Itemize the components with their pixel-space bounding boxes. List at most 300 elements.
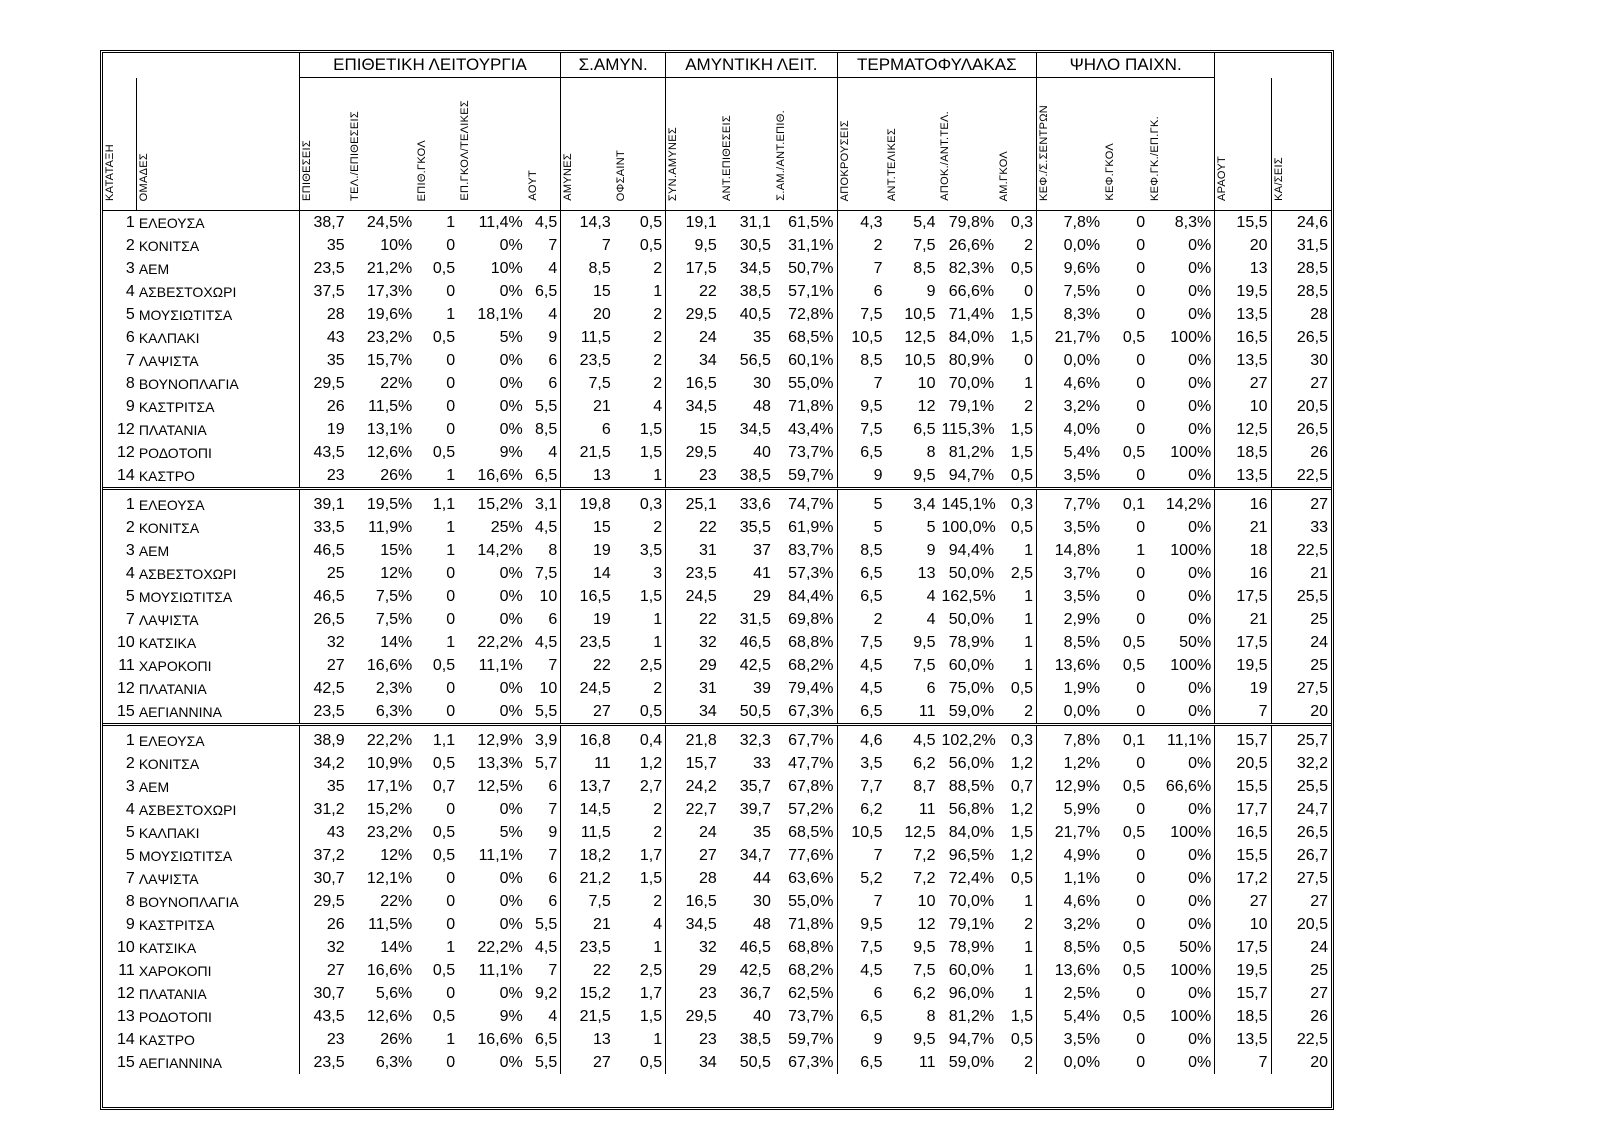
stat-cell: 0 xyxy=(1024,282,1034,300)
stat-cell: 33,6 xyxy=(739,495,771,513)
team-name-cell: ΚΑΣΤΡΟ xyxy=(138,1031,195,1048)
table-row xyxy=(103,326,1331,349)
table-row xyxy=(103,464,1331,489)
stat-cell: 3,9 xyxy=(535,731,558,749)
stat-cell: 1 xyxy=(446,938,456,956)
stat-cell: 19 xyxy=(1215,677,1271,700)
stat-cell: 28,5 xyxy=(1271,257,1331,280)
stat-cell: 6,5 xyxy=(535,1030,558,1048)
stat-cell: 3,5 xyxy=(837,752,885,775)
table-row xyxy=(103,372,1331,395)
stat-cell: 13 xyxy=(561,1028,614,1051)
stat-cell: 1,1 xyxy=(432,731,456,749)
rank-cell: 4 xyxy=(125,564,135,582)
stat-cell: 12,5 xyxy=(1215,418,1271,441)
column-header-label: ΟΦΣΑΙΝΤ xyxy=(614,149,627,201)
group-header-row xyxy=(103,53,1331,78)
stat-cell: 14,2% xyxy=(1165,495,1212,513)
stat-cell: 6 xyxy=(548,374,558,392)
column-header xyxy=(614,78,666,211)
stat-cell: 3,1 xyxy=(535,495,558,513)
stat-cell: 0,0% xyxy=(1037,349,1104,372)
stat-cell: 0% xyxy=(1188,800,1212,818)
stat-cell: 10 xyxy=(917,892,936,910)
stat-cell: 13,5 xyxy=(1215,349,1271,372)
stat-cell: 5,5 xyxy=(535,915,558,933)
rank-cell: 1 xyxy=(125,213,135,231)
stat-cell: 20,5 xyxy=(1271,913,1331,936)
stat-cell: 18,2 xyxy=(561,844,614,867)
rank-cell: 3 xyxy=(125,259,135,277)
stat-cell: 24,5 xyxy=(561,677,614,700)
rank-cell: 1 xyxy=(125,731,135,749)
stat-cell: 7,7% xyxy=(1037,489,1104,517)
stat-cell: 27 xyxy=(1271,982,1331,1005)
stat-cell: 15,5 xyxy=(1215,844,1271,867)
stat-cell: 2,5% xyxy=(1037,982,1104,1005)
stat-cell: 7 xyxy=(837,372,885,395)
stat-cell: 1 xyxy=(1024,984,1034,1002)
stat-cell: 3,7% xyxy=(1037,562,1104,585)
team-name-cell: ΠΛΑΤΑΝΙΑ xyxy=(138,680,207,697)
column-header xyxy=(458,78,526,211)
stat-cell: 13,7 xyxy=(561,775,614,798)
stat-cell: 17,5 xyxy=(1215,631,1271,654)
stat-cell: 1 xyxy=(1024,938,1034,956)
table-row xyxy=(103,867,1331,890)
team-name-cell: ΚΑΣΤΡΙΤΣΑ xyxy=(138,916,215,933)
stat-cell: 0% xyxy=(499,702,523,720)
table-row xyxy=(103,700,1331,725)
stat-cell: 47,7% xyxy=(788,754,834,772)
stat-cell: 74,7% xyxy=(788,495,834,513)
stat-cell: 25,5 xyxy=(1271,585,1331,608)
stat-cell: 0 xyxy=(1136,236,1146,254)
stat-cell: 2 xyxy=(1024,236,1034,254)
stat-cell: 34 xyxy=(666,700,720,725)
stat-cell: 61,5% xyxy=(788,213,834,231)
stat-cell: 23 xyxy=(299,464,347,489)
stat-cell: 4,5 xyxy=(535,633,558,651)
rank-cell: 7 xyxy=(125,610,135,628)
stat-cell: 7,5 xyxy=(837,936,885,959)
stat-cell: 1,5 xyxy=(639,587,663,605)
stat-cell: 34 xyxy=(666,1051,720,1074)
stat-cell: 7,5 xyxy=(913,236,936,254)
stat-cell: 1 xyxy=(1024,587,1034,605)
stat-cell: 30 xyxy=(1271,349,1331,372)
column-header xyxy=(720,78,774,211)
stat-cell: 48 xyxy=(753,915,771,933)
stat-cell: 25 xyxy=(299,562,347,585)
stat-cell: 10,5 xyxy=(904,305,936,323)
stat-cell: 15 xyxy=(666,418,720,441)
stat-cell: 32 xyxy=(666,936,720,959)
column-header xyxy=(837,78,885,211)
team-name-cell: ΚΑΣΤΡΙΤΣΑ xyxy=(138,398,215,415)
stat-cell: 42,5 xyxy=(739,656,771,674)
stat-cell: 1,5 xyxy=(1010,305,1034,323)
stat-cell: 5,6% xyxy=(375,984,413,1002)
stat-cell: 4,5 xyxy=(535,518,558,536)
stat-cell: 0% xyxy=(1188,305,1212,323)
stat-cell: 15,5 xyxy=(1215,211,1271,235)
stat-cell: 40,5 xyxy=(739,305,771,323)
stat-cell: 23 xyxy=(666,1028,720,1051)
stat-cell: 0,3 xyxy=(639,495,663,513)
stat-cell: 31 xyxy=(666,677,720,700)
stat-cell: 1,1% xyxy=(1037,867,1104,890)
stat-cell: 6 xyxy=(837,280,885,303)
stat-cell: 23 xyxy=(299,1028,347,1051)
stat-cell: 78,9% xyxy=(948,938,995,956)
rank-cell: 8 xyxy=(125,374,135,392)
stat-cell: 3,2% xyxy=(1037,913,1104,936)
stat-cell: 31,2 xyxy=(299,798,347,821)
stat-cell: 21,7% xyxy=(1037,326,1104,349)
stat-cell: 1 xyxy=(446,633,456,651)
stat-cell: 30,5 xyxy=(739,236,771,254)
stat-cell: 26,5 xyxy=(1271,418,1331,441)
stat-cell: 0,3 xyxy=(1010,213,1034,231)
stat-cell: 1 xyxy=(1024,892,1034,910)
rank-cell: 4 xyxy=(125,282,135,300)
team-name-cell: ΑΕΜ xyxy=(138,260,170,277)
stat-cell: 34,5 xyxy=(739,420,771,438)
stat-cell: 0% xyxy=(1188,466,1212,484)
team-name-cell: ΚΑΤΣΙΚΑ xyxy=(138,939,197,956)
stat-cell: 34,2 xyxy=(299,752,347,775)
stat-cell: 16,5 xyxy=(666,372,720,395)
stat-cell: 0,5 xyxy=(432,328,456,346)
rank-cell: 3 xyxy=(125,541,135,559)
stat-cell: 27 xyxy=(299,959,347,982)
stat-cell: 7,8% xyxy=(1037,211,1104,235)
group-header: Σ.ΑΜΥΝ. xyxy=(561,53,666,78)
stat-cell: 0 xyxy=(1136,869,1146,887)
stat-cell: 84,0% xyxy=(948,328,995,346)
stat-cell: 10,5 xyxy=(837,821,885,844)
stat-cell: 2 xyxy=(653,518,663,536)
stat-cell: 8,5% xyxy=(1037,631,1104,654)
stat-cell: 38,9 xyxy=(299,725,347,753)
stat-cell: 46,5 xyxy=(299,585,347,608)
stat-cell: 22,7 xyxy=(666,798,720,821)
group-header: ΨΗΛΟ ΠΑΙΧΝ. xyxy=(1037,53,1215,78)
stat-cell: 17,1% xyxy=(366,777,413,795)
stat-cell: 2 xyxy=(1024,915,1034,933)
stat-cell: 2 xyxy=(653,305,663,323)
stat-cell: 8,5% xyxy=(1037,936,1104,959)
stat-cell: 0,5 xyxy=(1122,328,1146,346)
rank-cell: 5 xyxy=(125,823,135,841)
stat-cell: 21 xyxy=(1271,562,1331,585)
stat-cell: 10 xyxy=(539,679,558,697)
stat-cell: 12,6% xyxy=(366,443,413,461)
group-header-blank xyxy=(1215,53,1331,78)
stat-cell: 5% xyxy=(499,328,523,346)
stat-cell: 79,8% xyxy=(948,213,995,231)
stat-cell: 0 xyxy=(446,420,456,438)
stat-cell: 7 xyxy=(561,234,614,257)
stat-cell: 0% xyxy=(499,397,523,415)
stat-cell: 5 xyxy=(837,489,885,517)
stat-cell: 96,5% xyxy=(948,846,995,864)
stat-cell: 0,5 xyxy=(432,656,456,674)
stat-cell: 5,2 xyxy=(837,867,885,890)
stat-cell: 26% xyxy=(380,1030,413,1048)
stat-cell: 22,5 xyxy=(1271,1028,1331,1051)
stat-cell: 22 xyxy=(561,654,614,677)
stat-cell: 7 xyxy=(548,846,558,864)
stat-cell: 0 xyxy=(1136,518,1146,536)
stat-cell: 9,5 xyxy=(913,466,936,484)
table-row xyxy=(103,234,1331,257)
rank-cell: 8 xyxy=(125,892,135,910)
stat-cell: 62,5% xyxy=(788,984,834,1002)
stat-cell: 9% xyxy=(499,1007,523,1025)
stat-cell: 11,5% xyxy=(368,397,413,415)
stat-cell: 22 xyxy=(666,516,720,539)
stat-cell: 22,2% xyxy=(366,731,413,749)
stat-cell: 19,5 xyxy=(1215,654,1271,677)
column-header-label: ΟΜΑΔΕΣ xyxy=(138,152,151,201)
stat-cell: 8,5 xyxy=(837,349,885,372)
stat-cell: 4,6 xyxy=(837,725,885,753)
stat-cell: 27,5 xyxy=(1271,867,1331,890)
stat-cell: 15,5 xyxy=(1215,775,1271,798)
stat-cell: 6,5 xyxy=(913,420,936,438)
stat-cell: 100,0% xyxy=(941,518,996,536)
stat-cell: 1 xyxy=(1024,610,1034,628)
stat-cell: 15,7% xyxy=(366,351,413,369)
stat-cell: 6,5 xyxy=(837,562,885,585)
stat-cell: 0,5 xyxy=(432,259,456,277)
stat-cell: 26% xyxy=(380,466,413,484)
stat-cell: 84,4% xyxy=(788,587,834,605)
stat-cell: 25,7 xyxy=(1271,725,1331,753)
rank-cell: 5 xyxy=(125,587,135,605)
stat-cell: 0% xyxy=(499,1053,523,1071)
stat-cell: 70,0% xyxy=(948,892,995,910)
stat-cell: 0 xyxy=(446,1053,456,1071)
stat-cell: 19 xyxy=(561,608,614,631)
stat-cell: 6,2 xyxy=(837,798,885,821)
stat-cell: 1,7 xyxy=(639,984,663,1002)
stat-cell: 1,5 xyxy=(639,420,663,438)
table-row xyxy=(103,608,1331,631)
stat-cell: 22,5 xyxy=(1271,464,1331,489)
team-name-cell: ΚΑΤΣΙΚΑ xyxy=(138,634,197,651)
stat-cell: 20,5 xyxy=(1271,395,1331,418)
stat-cell: 68,8% xyxy=(788,633,834,651)
stat-cell: 38,5 xyxy=(739,282,771,300)
rank-cell: 6 xyxy=(125,328,135,346)
stat-cell: 0 xyxy=(1136,679,1146,697)
table-row xyxy=(103,798,1331,821)
stat-cell: 11,1% xyxy=(478,961,523,979)
stat-cell: 0 xyxy=(1136,564,1146,582)
stat-cell: 5,9% xyxy=(1037,798,1104,821)
stat-cell: 0% xyxy=(499,236,523,254)
stat-cell: 60,0% xyxy=(948,961,995,979)
stat-cell: 4,6% xyxy=(1037,890,1104,913)
team-name-cell: ΠΛΑΤΑΝΙΑ xyxy=(138,421,207,438)
stat-cell: 15,7 xyxy=(1215,982,1271,1005)
stat-cell: 38,5 xyxy=(739,1030,771,1048)
stat-cell: 0 xyxy=(446,236,456,254)
stat-cell: 2 xyxy=(1024,1053,1034,1071)
stat-cell: 19 xyxy=(561,539,614,562)
stat-cell: 9 xyxy=(837,464,885,489)
team-name-cell: ΚΟΝΙΤΣΑ xyxy=(138,237,200,254)
stat-cell: 162,5% xyxy=(941,587,996,605)
stat-cell: 67,8% xyxy=(788,777,834,795)
stat-cell: 7,5 xyxy=(535,564,558,582)
stat-cell: 17,2 xyxy=(1215,867,1271,890)
stat-cell: 0,1 xyxy=(1122,495,1146,513)
rank-cell: 10 xyxy=(117,938,135,956)
column-header-label: ΑΠΟΚΡΟΥΣΕΙΣ xyxy=(838,119,851,201)
stat-cell: 10 xyxy=(917,374,936,392)
stat-cell: 24,5 xyxy=(666,585,720,608)
stat-cell: 0% xyxy=(1188,420,1212,438)
stat-cell: 0 xyxy=(446,702,456,720)
stat-cell: 35 xyxy=(299,349,347,372)
stat-cell: 33 xyxy=(1271,516,1331,539)
stat-cell: 6,5 xyxy=(837,700,885,725)
stat-cell: 1 xyxy=(653,938,663,956)
stat-cell: 68,2% xyxy=(788,961,834,979)
stat-cell: 1,5 xyxy=(1010,1007,1034,1025)
stat-cell: 32 xyxy=(299,936,347,959)
column-header-label: ΑΝΤ.ΤΕΛΙΚΕΣ xyxy=(886,127,899,201)
column-header xyxy=(997,78,1036,211)
stat-cell: 6,5 xyxy=(837,585,885,608)
group-header: ΑΜΥΝΤΙΚΗ ΛΕΙΤ. xyxy=(666,53,837,78)
team-name-cell: ΕΛΕΟΥΣΑ xyxy=(138,214,205,231)
stat-cell: 27 xyxy=(1215,890,1271,913)
stat-cell: 6,5 xyxy=(837,441,885,464)
stat-cell: 0 xyxy=(1136,466,1146,484)
stat-cell: 0% xyxy=(499,800,523,818)
stat-cell: 6 xyxy=(548,610,558,628)
stat-cell: 4,0% xyxy=(1037,418,1104,441)
stat-cell: 81,2% xyxy=(948,443,995,461)
stat-cell: 30,7 xyxy=(299,982,347,1005)
stat-cell: 0 xyxy=(1136,702,1146,720)
rank-cell: 11 xyxy=(118,961,135,979)
stat-cell: 0% xyxy=(1188,679,1212,697)
column-header-label: ΤΕΛ./ΕΠΙΘΕΣΕΙΣ xyxy=(348,111,361,201)
stat-cell: 20 xyxy=(1215,234,1271,257)
stat-cell: 39 xyxy=(753,679,771,697)
stat-cell: 9,5 xyxy=(837,395,885,418)
stat-cell: 7,5 xyxy=(561,890,614,913)
team-name-cell: ΑΣΒΕΣΤΟΧΩΡΙ xyxy=(138,283,237,300)
stat-cell: 28,5 xyxy=(1271,280,1331,303)
stat-cell: 40 xyxy=(753,1007,771,1025)
stat-cell: 50% xyxy=(1179,633,1212,651)
stat-cell: 2 xyxy=(653,351,663,369)
stat-cell: 15% xyxy=(380,541,413,559)
column-header xyxy=(1103,78,1148,211)
stat-cell: 7 xyxy=(548,800,558,818)
stat-cell: 0,0% xyxy=(1037,700,1104,725)
stat-cell: 0% xyxy=(499,282,523,300)
stat-cell: 4,5 xyxy=(837,654,885,677)
stat-cell: 1,5 xyxy=(1010,443,1034,461)
rank-cell: 13 xyxy=(117,1007,135,1025)
stat-cell: 2 xyxy=(653,823,663,841)
stat-cell: 0,5 xyxy=(1010,869,1034,887)
stat-cell: 1,5 xyxy=(639,869,663,887)
stat-cell: 71,8% xyxy=(788,397,834,415)
stat-cell: 3,5% xyxy=(1037,585,1104,608)
table-row xyxy=(103,1051,1331,1074)
stat-cell: 1 xyxy=(446,518,456,536)
stat-cell: 39,1 xyxy=(299,489,347,517)
stat-cell: 29,5 xyxy=(299,372,347,395)
stat-cell: 0 xyxy=(446,869,456,887)
stat-cell: 2,3% xyxy=(375,679,413,697)
stat-cell: 2 xyxy=(653,259,663,277)
stat-cell: 59,0% xyxy=(948,702,995,720)
stat-cell: 10% xyxy=(380,236,413,254)
stat-cell: 22,5 xyxy=(1271,539,1331,562)
stat-cell: 1,5 xyxy=(639,1007,663,1025)
stat-cell: 0% xyxy=(1188,397,1212,415)
team-name-cell: ΑΕΜ xyxy=(138,542,170,559)
stat-cell: 35 xyxy=(753,823,771,841)
stat-cell: 0,0% xyxy=(1037,234,1104,257)
stat-cell: 0 xyxy=(446,610,456,628)
stat-cell: 100% xyxy=(1170,443,1212,461)
stat-cell: 1,2 xyxy=(1010,846,1034,864)
stat-cell: 1 xyxy=(446,541,456,559)
table-section xyxy=(103,489,1331,725)
stat-cell: 35,5 xyxy=(739,518,771,536)
stat-cell: 5 xyxy=(926,518,936,536)
stat-cell: 14,2% xyxy=(477,541,523,559)
stat-cell: 0% xyxy=(499,420,523,438)
stat-cell: 14,8% xyxy=(1037,539,1104,562)
stat-cell: 21 xyxy=(561,913,614,936)
stat-cell: 67,7% xyxy=(788,731,834,749)
stat-cell: 15,2% xyxy=(477,495,523,513)
stat-cell: 44 xyxy=(753,869,771,887)
stat-cell: 6 xyxy=(548,777,558,795)
stat-cell: 7 xyxy=(548,961,558,979)
column-header xyxy=(526,78,561,211)
column-header xyxy=(348,78,416,211)
stat-cell: 7,2 xyxy=(913,869,936,887)
stat-cell: 100% xyxy=(1170,823,1212,841)
stat-cell: 0% xyxy=(1188,1053,1212,1071)
stat-cell: 41 xyxy=(753,564,771,582)
team-name-cell: ΑΕΓΙΑΝΝΙΝΑ xyxy=(138,703,222,720)
rank-cell: 15 xyxy=(117,1053,135,1071)
stat-cell: 6,3% xyxy=(375,1053,413,1071)
stat-cell: 0 xyxy=(1136,397,1146,415)
stat-cell: 10 xyxy=(539,587,558,605)
stat-cell: 27 xyxy=(1271,372,1331,395)
stat-cell: 43 xyxy=(299,821,347,844)
stat-cell: 27 xyxy=(1271,890,1331,913)
stat-cell: 56,0% xyxy=(948,754,995,772)
rank-cell: 7 xyxy=(125,869,135,887)
stat-cell: 0 xyxy=(446,800,456,818)
